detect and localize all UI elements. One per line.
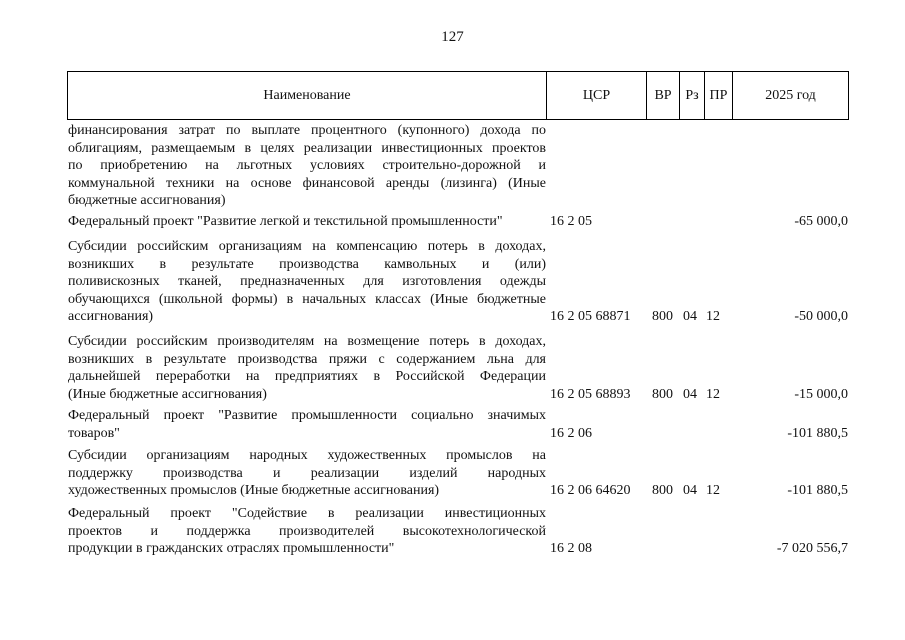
table-row <box>0 505 905 558</box>
row-name-line: Субсидии российским производителям на возмещение потерь в доходах, <box>68 334 546 349</box>
header-rz: Рз <box>685 87 699 103</box>
page-number: 127 <box>441 29 464 45</box>
row-name-line: поливискозных тканей, предназначенных для изготовления одежды <box>68 274 546 289</box>
row-name-line: Федеральный проект "Развитие легкой и текстильной промышленности" <box>68 214 503 229</box>
header-year: 2025 год <box>765 87 816 103</box>
row-name-line: Субсидии организациям народных художественных промыслов на <box>68 448 546 463</box>
row-name-line: проектов и поддержка производителей высокотехнологической <box>68 523 546 539</box>
row-name-line: художественных промыслов (Иные бюджетные ассигнования) <box>68 483 440 498</box>
row-name-line: Федеральный проект "Содействие в реализации инвестиционных <box>68 506 546 521</box>
row-name-line: по приобретению на льготных условиях строительно-дорожной и <box>68 158 546 173</box>
row-name-line: бюджетные ассигнования) <box>68 193 226 208</box>
row-name-line: Субсидии российским организациям на компенсацию потерь в доходах, <box>68 239 546 254</box>
row-name-line: возникших в результате производства камвольных и (или) <box>68 256 546 272</box>
table-row <box>0 213 905 231</box>
row-name <box>68 447 546 500</box>
row-name <box>68 213 546 231</box>
table-row <box>0 447 905 500</box>
row-pr: 12 <box>706 309 720 324</box>
row-csr: 16 2 08 <box>550 541 592 556</box>
row-name-line: ассигнования) <box>68 309 154 324</box>
row-name-line: финансирования затрат по выплате процентного (купонного) дохода по <box>68 123 546 138</box>
row-name <box>68 238 546 326</box>
row-name-line: возникших в результате производства пряжи с содержанием льна для <box>68 351 546 367</box>
table-row <box>0 333 905 403</box>
header-vr: ВР <box>654 87 672 103</box>
header-name: Наименование <box>263 87 351 103</box>
row-name-line: дальнейшей переработки на предприятиях в Российской Федерации <box>68 369 546 384</box>
row-pr: 12 <box>706 386 720 402</box>
header-csr: ЦСР <box>582 87 611 103</box>
row-name <box>68 407 546 442</box>
header-pr: ПР <box>709 87 728 103</box>
row-name <box>68 333 546 403</box>
row-name-line: облигациям, размещаемым в целях реализации инвестиционных проектов <box>68 140 546 156</box>
row-name-line: товаров" <box>68 425 120 441</box>
row-name-line: поддержку производства и реализации изделий народных <box>68 465 546 481</box>
row-vr: 800 <box>652 483 673 498</box>
row-csr: 16 2 06 <box>550 425 592 441</box>
table-row <box>0 238 905 326</box>
row-csr: 16 2 05 68893 <box>550 386 631 402</box>
row-name-line: (Иные бюджетные ассигнования) <box>68 386 267 402</box>
row-name-line: продукции в гражданских отраслях промышленности" <box>68 541 395 556</box>
table-row <box>0 122 905 210</box>
row-name-line: Федеральный проект "Развитие промышленности социально значимых <box>68 408 546 423</box>
row-rz: 04 <box>683 483 697 498</box>
row-rz: 04 <box>683 309 697 324</box>
row-csr: 16 2 05 <box>550 214 592 229</box>
table-header <box>67 71 849 120</box>
table-row <box>0 407 905 442</box>
row-value: -101 880,5 <box>787 483 848 498</box>
row-name <box>68 122 546 210</box>
row-vr: 800 <box>652 309 673 324</box>
row-csr: 16 2 05 68871 <box>550 309 631 324</box>
row-name-line: коммунальной техники на основе финансовой аренды (лизинга) (Иные <box>68 175 546 191</box>
row-value: -101 880,5 <box>787 425 848 441</box>
row-csr: 16 2 06 64620 <box>550 483 631 498</box>
row-name <box>68 505 546 558</box>
row-value: -50 000,0 <box>794 309 848 324</box>
row-value: -7 020 556,7 <box>776 541 848 556</box>
row-name-line: обучающихся (школьной формы) в начальных классах (Иные бюджетные <box>68 291 546 307</box>
row-value: -15 000,0 <box>794 386 848 402</box>
row-value: -65 000,0 <box>794 214 848 229</box>
row-pr: 12 <box>706 483 720 498</box>
row-rz: 04 <box>683 386 697 402</box>
row-vr: 800 <box>652 386 673 402</box>
